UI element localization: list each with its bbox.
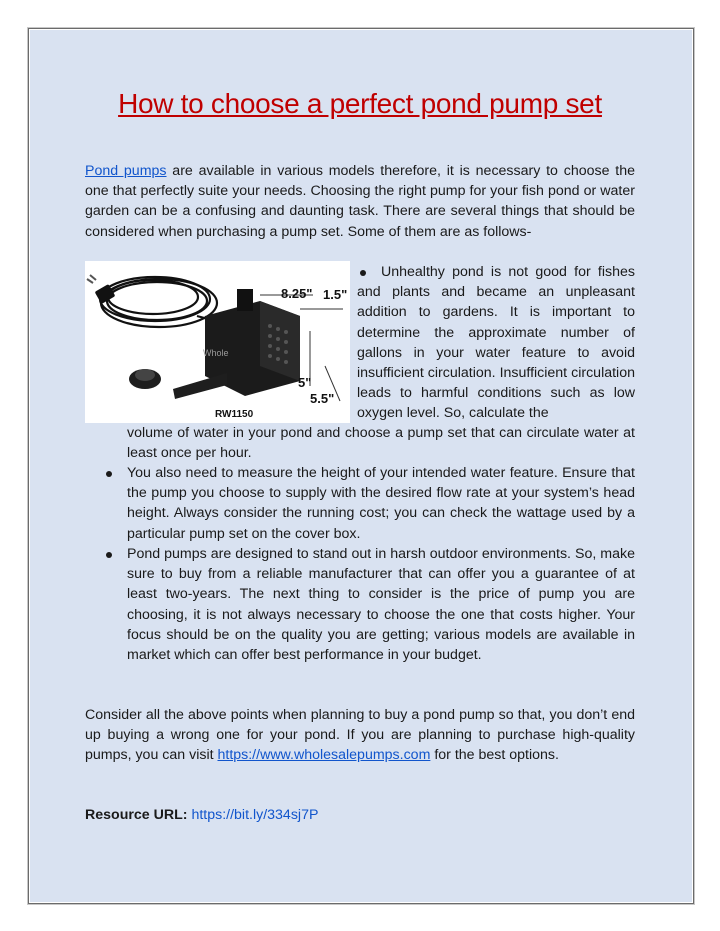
pond-pump-image	[85, 261, 350, 423]
intro-text: are available in various models therefore, it is necessary to choose the one that perfectly suite your needs. Choosing the right pump for your fish pond or water garden can be a confusing and daunting task. There are several things that should be considered when purchasing a pump set. Some of them are as follows-	[85, 163, 635, 240]
dim-outlet-label: 5.5"	[310, 391, 335, 406]
resource-label: Resource URL:	[85, 807, 188, 823]
resource-link[interactable]: https://bit.ly/334sj7P	[191, 807, 319, 823]
watermark-text: Whole	[203, 348, 229, 358]
dim-height-label: 5"	[298, 375, 312, 390]
resource-line	[85, 807, 318, 823]
wholesalepumps-link[interactable]: https://www.wholesalepumps.com	[217, 747, 431, 764]
closing-text-before: Consider all the above points when planning to buy a pond pump so that, you don’t end up buying a wrong one for your pond. If you are planning to purchase high-quality pumps, you can visit	[85, 707, 635, 764]
closing-text-after: for the best options.	[430, 747, 559, 764]
bullet-dot	[106, 471, 112, 477]
plug-illustration	[87, 275, 115, 304]
bullet-2: You also need to measure the height of your intended water feature. Ensure that the pump you choose to supply with the desired flow rate at your system’s head height. Always consider the running cost; you can check the wattage used by a particular pump set on the cover box.	[127, 465, 635, 542]
dim-depth-label: 1.5"	[323, 287, 348, 302]
bullet-3: Pond pumps are designed to stand out in harsh outdoor environments. So, make sure to buy from a reliable manufacturer that can offer you a guarantee of at least two-years. The next thing to consider is the price of pump you are choosing, it is not always necessary to choose the one that costs higher. Your focus should be on the quality you are getting; various models are available in market which can offer best performance in your budget.	[127, 546, 635, 664]
page-title: How to choose a perfect pond pump set	[118, 88, 602, 119]
pond-pumps-link[interactable]: Pond pumps	[85, 163, 167, 179]
bullet-1-part1: Unhealthy pond is not good for fishes and plants and became an unpleasant addition to gardens. It is important to determine the approximate number of gallons in your water feature to avoid insufficient circulation. Insufficient circulation leads to harmful conditions such as low oxygen level. So, calculate the	[357, 264, 635, 422]
dim-width-label: 8.25"	[281, 286, 313, 301]
bullet-dot	[106, 552, 112, 558]
closing-paragraph	[85, 705, 635, 766]
intro-paragraph	[85, 161, 635, 242]
model-label: RW1150	[215, 409, 254, 420]
bullet-1-part2: volume of water in your pond and choose a pump set that can circulate water at least once per hour.	[127, 425, 635, 462]
